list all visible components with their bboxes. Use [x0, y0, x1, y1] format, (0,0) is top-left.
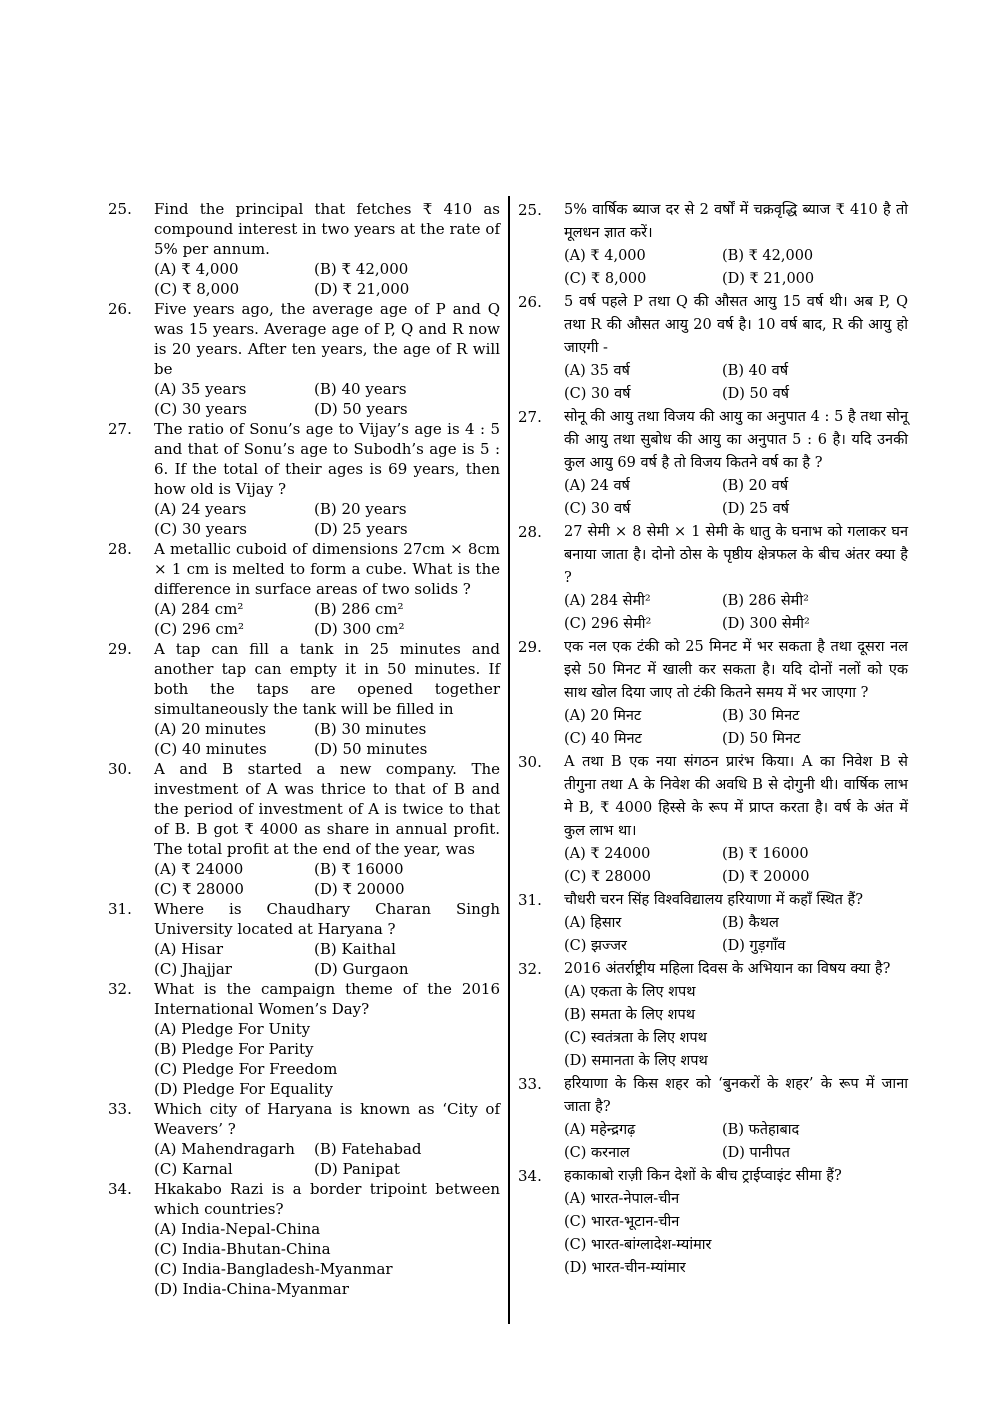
options	[564, 245, 908, 291]
question-number: 27.	[518, 408, 542, 426]
options	[154, 1219, 500, 1299]
question-text: हरियाणा के किस शहर को ‘बुनकरों के शहर’ के रूप में जाना जाता है?	[564, 1076, 908, 1115]
option: (D) Panipat	[314, 1160, 400, 1178]
question-text: A tap can fill a tank in 25 minutes and another tap can empty it in 50 minutes. If both the taps are opened together simultaneously the tank will be filled in	[154, 640, 500, 718]
question-number: 34.	[108, 1180, 132, 1198]
option: (C) 30 वर्ष	[564, 386, 631, 402]
option: (C) झज्जर	[564, 938, 627, 954]
question-32	[518, 958, 908, 1073]
question-text: A metallic cuboid of dimensions 27cm × 8cm × 1 cm is melted to form a cube. What is the difference in surface areas of two solids ?	[154, 540, 500, 598]
option: (D) समानता के लिए शपथ	[564, 1053, 708, 1069]
option: (D) ₹ 21,000	[314, 280, 410, 298]
question-31	[518, 889, 908, 958]
option: (D) पानीपत	[722, 1145, 790, 1161]
option: (D) ₹ 20000	[722, 869, 810, 885]
question-text: Which city of Haryana is known as ‘City of Weavers’ ?	[154, 1100, 500, 1138]
options	[564, 843, 908, 889]
option: (D) 50 मिनट	[722, 731, 801, 747]
question-text: What is the campaign theme of the 2016 International Women’s Day?	[154, 980, 500, 1018]
option: (C) ₹ 28000	[564, 869, 651, 885]
option: (A) 24 वर्ष	[564, 478, 630, 494]
question-text: A तथा B एक नया संगठन प्रारंभ किया। A का निवेश B से तीगुना तथा A के निवेश की अवधि B से दोगुनी थी। वार्षिक लाभ मे B, ₹ 4000 हिस्से के रूप में प्राप्त करता है। वर्ष के अंत में कुल लाभ था।	[564, 754, 908, 839]
option: (B) समता के लिए शपथ	[564, 1007, 696, 1023]
option: (A) Hisar	[154, 940, 223, 958]
option: (B) 286 cm²	[314, 600, 404, 618]
question-number: 28.	[108, 540, 132, 558]
option: (A) ₹ 24000	[564, 846, 651, 862]
hindi-column	[518, 199, 908, 1280]
option: (C) 296 सेमी²	[564, 616, 652, 632]
option: (A) Mahendragarh	[154, 1140, 295, 1158]
column-divider	[508, 196, 510, 1324]
options	[564, 1188, 908, 1280]
option: (D) India-China-Myanmar	[154, 1280, 349, 1298]
question-25	[518, 199, 908, 291]
option: (B) Pledge For Parity	[154, 1040, 314, 1058]
option: (B) कैथल	[722, 915, 779, 931]
question-text: हकाकाबो राज़ी किन देशों के बीच ट्राईप्वाइंट सीमा हैं?	[564, 1168, 842, 1184]
question-number: 32.	[518, 960, 542, 978]
question-number: 31.	[518, 891, 542, 909]
option: (C) भारत-बांग्लादेश-म्यांमार	[564, 1237, 712, 1253]
options	[154, 939, 500, 979]
question-number: 26.	[108, 300, 132, 318]
option: (C) 40 minutes	[154, 740, 267, 758]
option: (A) 35 वर्ष	[564, 363, 630, 379]
question-text: The ratio of Sonu’s age to Vijay’s age is 4 : 5 and that of Sonu’s age to Subodh’s age is 5 : 6. If the total of their ages is 69 years, then how old is Vijay ?	[154, 420, 500, 498]
question-34	[108, 1179, 500, 1299]
question-number: 32.	[108, 980, 132, 998]
options	[564, 981, 908, 1073]
option: (B) 20 years	[314, 500, 407, 518]
option: (B) Kaithal	[314, 940, 396, 958]
option: (D) 300 सेमी²	[722, 616, 810, 632]
question-number: 29.	[518, 638, 542, 656]
option: (A) भारत-नेपाल-चीन	[564, 1191, 680, 1207]
option: (C) 30 वर्ष	[564, 501, 631, 517]
question-33	[518, 1073, 908, 1165]
option: (C) ₹ 8,000	[564, 271, 647, 287]
option: (B) 20 वर्ष	[722, 478, 789, 494]
question-31	[108, 899, 500, 979]
question-number: 27.	[108, 420, 132, 438]
option: (B) ₹ 42,000	[722, 248, 814, 264]
option: (D) Pledge For Equality	[154, 1080, 333, 1098]
option: (C) India-Bhutan-China	[154, 1240, 331, 1258]
options	[154, 499, 500, 539]
option: (C) Pledge For Freedom	[154, 1060, 338, 1078]
option: (D) भारत-चीन-म्यांमार	[564, 1260, 686, 1276]
option: (D) 25 वर्ष	[722, 501, 790, 517]
option: (D) गुड़गाँव	[722, 938, 786, 954]
question-26	[518, 291, 908, 406]
question-28	[108, 539, 500, 639]
question-text: चौधरी चरन सिंह विश्वविद्यालय हरियाणा में कहाँ स्थित हैं?	[564, 892, 864, 908]
question-text: Hkakabo Razi is a border tripoint between which countries?	[154, 1180, 500, 1218]
option: (A) एकता के लिए शपथ	[564, 984, 696, 1000]
question-text: Five years ago, the average age of P and Q was 15 years. Average age of P, Q and R now is 20 years. After ten years, the age of R will be	[154, 300, 500, 378]
option: (A) ₹ 4,000	[564, 248, 646, 264]
option: (A) Pledge For Unity	[154, 1020, 311, 1038]
question-number: 25.	[518, 201, 542, 219]
options	[154, 859, 500, 899]
option: (C) भारत-भूटान-चीन	[564, 1214, 680, 1230]
options	[564, 590, 908, 636]
options	[564, 475, 908, 521]
option: (D) 50 minutes	[314, 740, 428, 758]
option: (A) 284 सेमी²	[564, 593, 651, 609]
question-text: 2016 अंतर्राष्ट्रीय महिला दिवस के अभियान का विषय क्या है?	[564, 961, 891, 977]
option: (D) Gurgaon	[314, 960, 409, 978]
options	[564, 912, 908, 958]
english-column	[108, 199, 500, 1299]
option: (A) 20 minutes	[154, 720, 267, 738]
question-text: A and B started a new company. The investment of A was thrice to that of B and the period of investment of A is twice to that of B. B got ₹ 4000 as share in annual profit. The total profit at the end of the year, was	[154, 760, 500, 858]
question-number: 34.	[518, 1167, 542, 1185]
option: (D) ₹ 21,000	[722, 271, 815, 287]
option: (A) महेन्द्रगढ़	[564, 1122, 636, 1138]
option: (D) 50 वर्ष	[722, 386, 790, 402]
option: (D) 25 years	[314, 520, 408, 538]
question-28	[518, 521, 908, 636]
question-33	[108, 1099, 500, 1179]
options	[154, 259, 500, 299]
question-number: 29.	[108, 640, 132, 658]
options	[154, 719, 500, 759]
option: (A) 284 cm²	[154, 600, 244, 618]
question-number: 31.	[108, 900, 132, 918]
option: (B) 40 वर्ष	[722, 363, 789, 379]
option: (C) India-Bangladesh-Myanmar	[154, 1260, 393, 1278]
question-text: एक नल एक टंकी को 25 मिनट में भर सकता है तथा दूसरा नल इसे 50 मिनट में खाली कर सकता है। यदि दोनों नलों को एक साथ खोल दिया जाए तो टंकी कितने समय में भर जाएगा ?	[564, 639, 908, 701]
question-number: 28.	[518, 523, 542, 541]
option: (B) 40 years	[314, 380, 407, 398]
options	[564, 705, 908, 751]
option: (A) 35 years	[154, 380, 247, 398]
option: (B) ₹ 16000	[722, 846, 809, 862]
options	[154, 599, 500, 639]
option: (D) 50 years	[314, 400, 408, 418]
question-34	[518, 1165, 908, 1280]
option: (C) ₹ 8,000	[154, 280, 240, 298]
options	[154, 1139, 500, 1179]
option: (C) करनाल	[564, 1145, 630, 1161]
question-text: सोनू की आयु तथा विजय की आयु का अनुपात 4 : 5 है तथा सोनू की आयु तथा सुबोध की आयु का अनुपात 5 : 6 है। यदि उनकी कुल आयु 69 वर्ष है तो विजय कितने वर्ष का है ?	[564, 409, 908, 471]
question-30	[108, 759, 500, 899]
options	[564, 1119, 908, 1165]
option: (A) 24 years	[154, 500, 247, 518]
question-text: 27 सेमी × 8 सेमी × 1 सेमी के धातु के घनाभ को गलाकर घन बनाया जाता है। दोनो ठोस के पृष्ठीय क्षेत्रफल के बीच अंतर क्या है ?	[564, 524, 908, 586]
question-27	[518, 406, 908, 521]
option: (B) Fatehabad	[314, 1140, 422, 1158]
option: (C) स्वतंत्रता के लिए शपथ	[564, 1030, 707, 1046]
option: (C) ₹ 28000	[154, 880, 244, 898]
options	[154, 1019, 500, 1099]
option: (B) फतेहाबाद	[722, 1122, 800, 1138]
question-27	[108, 419, 500, 539]
question-number: 30.	[108, 760, 132, 778]
question-number: 30.	[518, 753, 542, 771]
question-29	[518, 636, 908, 751]
options	[154, 379, 500, 419]
option: (A) ₹ 24000	[154, 860, 244, 878]
question-26	[108, 299, 500, 419]
question-30	[518, 751, 908, 889]
option: (C) 30 years	[154, 520, 247, 538]
option: (B) ₹ 42,000	[314, 260, 409, 278]
option: (A) ₹ 4,000	[154, 260, 239, 278]
option: (C) Karnal	[154, 1160, 233, 1178]
question-29	[108, 639, 500, 759]
question-text: 5% वार्षिक ब्याज दर से 2 वर्षों में चक्रवृद्धि ब्याज ₹ 410 है तो मूलधन ज्ञात करें।	[564, 202, 908, 241]
option: (D) ₹ 20000	[314, 880, 405, 898]
option: (D) 300 cm²	[314, 620, 405, 638]
option: (B) 30 मिनट	[722, 708, 800, 724]
question-25	[108, 199, 500, 299]
question-32	[108, 979, 500, 1099]
option: (C) Jhajjar	[154, 960, 232, 978]
question-number: 25.	[108, 200, 132, 218]
question-text: Where is Chaudhary Charan Singh University located at Haryana ?	[154, 900, 500, 938]
options	[564, 360, 908, 406]
option: (A) India-Nepal-China	[154, 1220, 321, 1238]
option: (C) 40 मिनट	[564, 731, 642, 747]
option: (B) 30 minutes	[314, 720, 427, 738]
option: (C) 296 cm²	[154, 620, 244, 638]
option: (B) 286 सेमी²	[722, 593, 809, 609]
question-number: 33.	[518, 1075, 542, 1093]
option: (B) ₹ 16000	[314, 860, 404, 878]
option: (A) 20 मिनट	[564, 708, 642, 724]
question-number: 33.	[108, 1100, 132, 1118]
question-number: 26.	[518, 293, 542, 311]
question-text: 5 वर्ष पहले P तथा Q की औसत आयु 15 वर्ष थी। अब P, Q तथा R की औसत आयु 20 वर्ष है। 10 वर्ष बाद, R की आयु हो जाएगी -	[564, 294, 908, 356]
option: (C) 30 years	[154, 400, 247, 418]
option: (A) हिसार	[564, 915, 622, 931]
question-text: Find the principal that fetches ₹ 410 as compound interest in two years at the rate of 5% per annum.	[154, 200, 500, 258]
